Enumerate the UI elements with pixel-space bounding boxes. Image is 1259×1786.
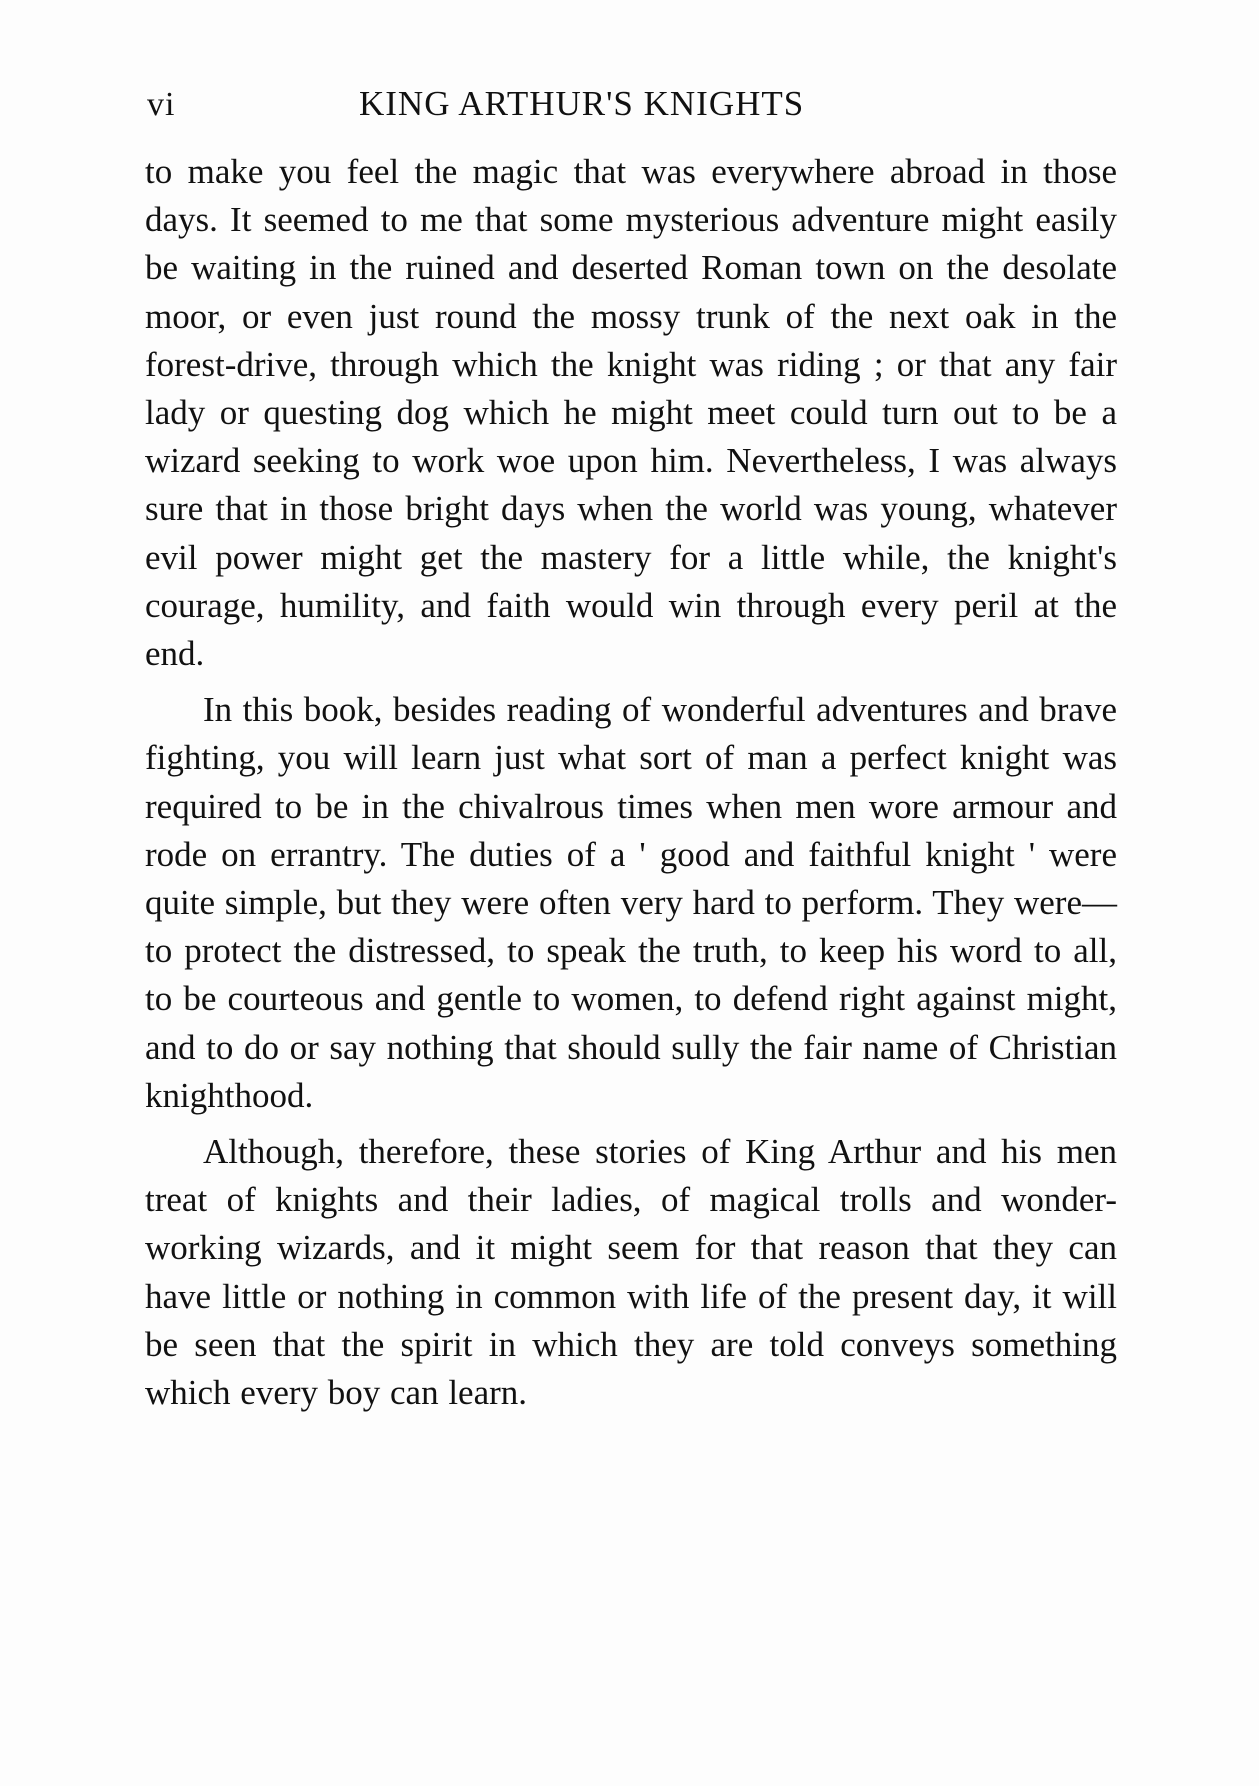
page-number: vi xyxy=(147,86,176,123)
body-text xyxy=(145,148,1117,1425)
paragraph-3: Although, therefore, these stories of King Arthur and his men treat of knights and their ladies, of magical trolls and wonder-working wizards, and it might seem for that reason that they can have little or nothing in common with life of the present day, it will be seen that the spirit in which they are told conveys something which every boy can learn. xyxy=(145,1132,1117,1413)
paragraph-2: In this book, besides reading of wonderful adventures and brave fighting, you will learn just what sort of man a perfect knight was required to be in the chivalrous times when men wore armour and rode on errantry. The duties of a ' good and faithful knight ' were quite simple, but they were often very hard to perform. They were—to protect the distressed, to speak the truth, to keep his word to all, to be courteous and gentle to women, to defend right against might, and to do or say nothing that should sully the fair name of Christian knighthood. xyxy=(145,690,1117,1115)
paragraph-1: to make you feel the magic that was everywhere abroad in those days. It seemed to me that some mysterious adventure might easily be waiting in the ruined and deserted Roman town on the desolate moor, or even just round the mossy trunk of the next oak in the forest-drive, through which the knight was riding ; or that any fair lady or questing dog which he might meet could turn out to be a wizard seeking to work woe upon him. Nevertheless, I was always sure that in those bright days when the world was young, whatever evil power might get the mastery for a little while, the knight's courage, humility, and faith would win through every peril at the end. xyxy=(145,152,1117,674)
running-head xyxy=(145,82,1117,132)
book-title: KING ARTHUR'S KNIGHTS xyxy=(359,84,805,123)
